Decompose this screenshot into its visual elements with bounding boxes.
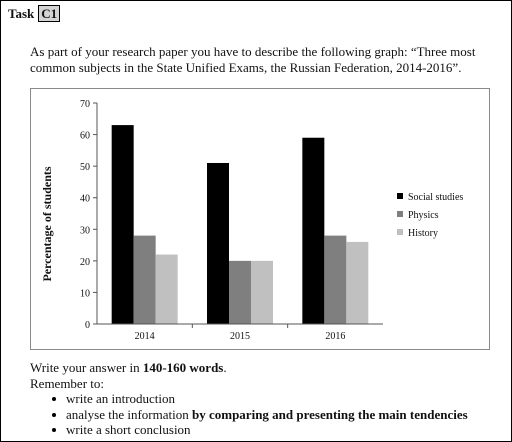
y-tick-label: 0 [85, 320, 90, 331]
y-ticks [80, 99, 97, 331]
y-tick-label: 40 [80, 193, 90, 205]
task-code: C1 [38, 5, 60, 22]
legend-swatch [397, 211, 403, 217]
y-tick-label: 50 [80, 162, 90, 174]
legend-label: History [408, 228, 438, 239]
x-ticks [135, 324, 346, 342]
x-tick-label: 2014 [134, 331, 155, 342]
remember-label: Remember to: [30, 375, 105, 391]
bar-physics-2015 [229, 261, 251, 324]
y-tick-label: 70 [80, 99, 90, 110]
instruction-list [30, 391, 500, 438]
legend-swatch [397, 229, 403, 235]
chart-container [30, 88, 490, 350]
legend-swatch [397, 193, 403, 199]
bar-chart [31, 89, 489, 349]
y-axis-label: Percentage of students [40, 166, 54, 282]
task-label-text: Task [8, 5, 35, 21]
list-item: analyse the information by comparing and presenting the main tendencies [52, 407, 500, 423]
list-item: write a short conclusion [52, 422, 500, 438]
legend-label: Social studies [408, 192, 464, 203]
bar-history-2014 [156, 255, 178, 324]
x-tick-label: 2015 [230, 331, 250, 342]
bar-history-2015 [251, 261, 273, 324]
bar-physics-2016 [324, 236, 346, 324]
y-tick-label: 60 [80, 130, 90, 142]
y-tick-label: 10 [80, 288, 90, 300]
bar-social-studies-2015 [207, 163, 229, 324]
task-intro: As part of your research paper you have to describe the following graph: “Three most common subjects in the State Unified Exams, the Russian Federation, 2014-2016”. [30, 44, 476, 75]
list-item: write an introduction [52, 391, 500, 407]
y-tick-label: 30 [80, 225, 90, 237]
legend-label: Physics [408, 210, 439, 221]
bar-history-2016 [346, 242, 368, 324]
x-tick-label: 2016 [325, 331, 346, 342]
bar-social-studies-2014 [112, 125, 134, 324]
legend [397, 192, 463, 239]
answer-length: Write your answer in 140-160 words. [30, 360, 227, 375]
bar-physics-2014 [134, 236, 156, 324]
task-header [8, 5, 60, 22]
bars [112, 125, 369, 324]
instructions [30, 360, 500, 438]
y-tick-label: 20 [80, 256, 90, 268]
word-count: 140-160 words [142, 360, 224, 375]
bar-social-studies-2016 [302, 138, 324, 324]
